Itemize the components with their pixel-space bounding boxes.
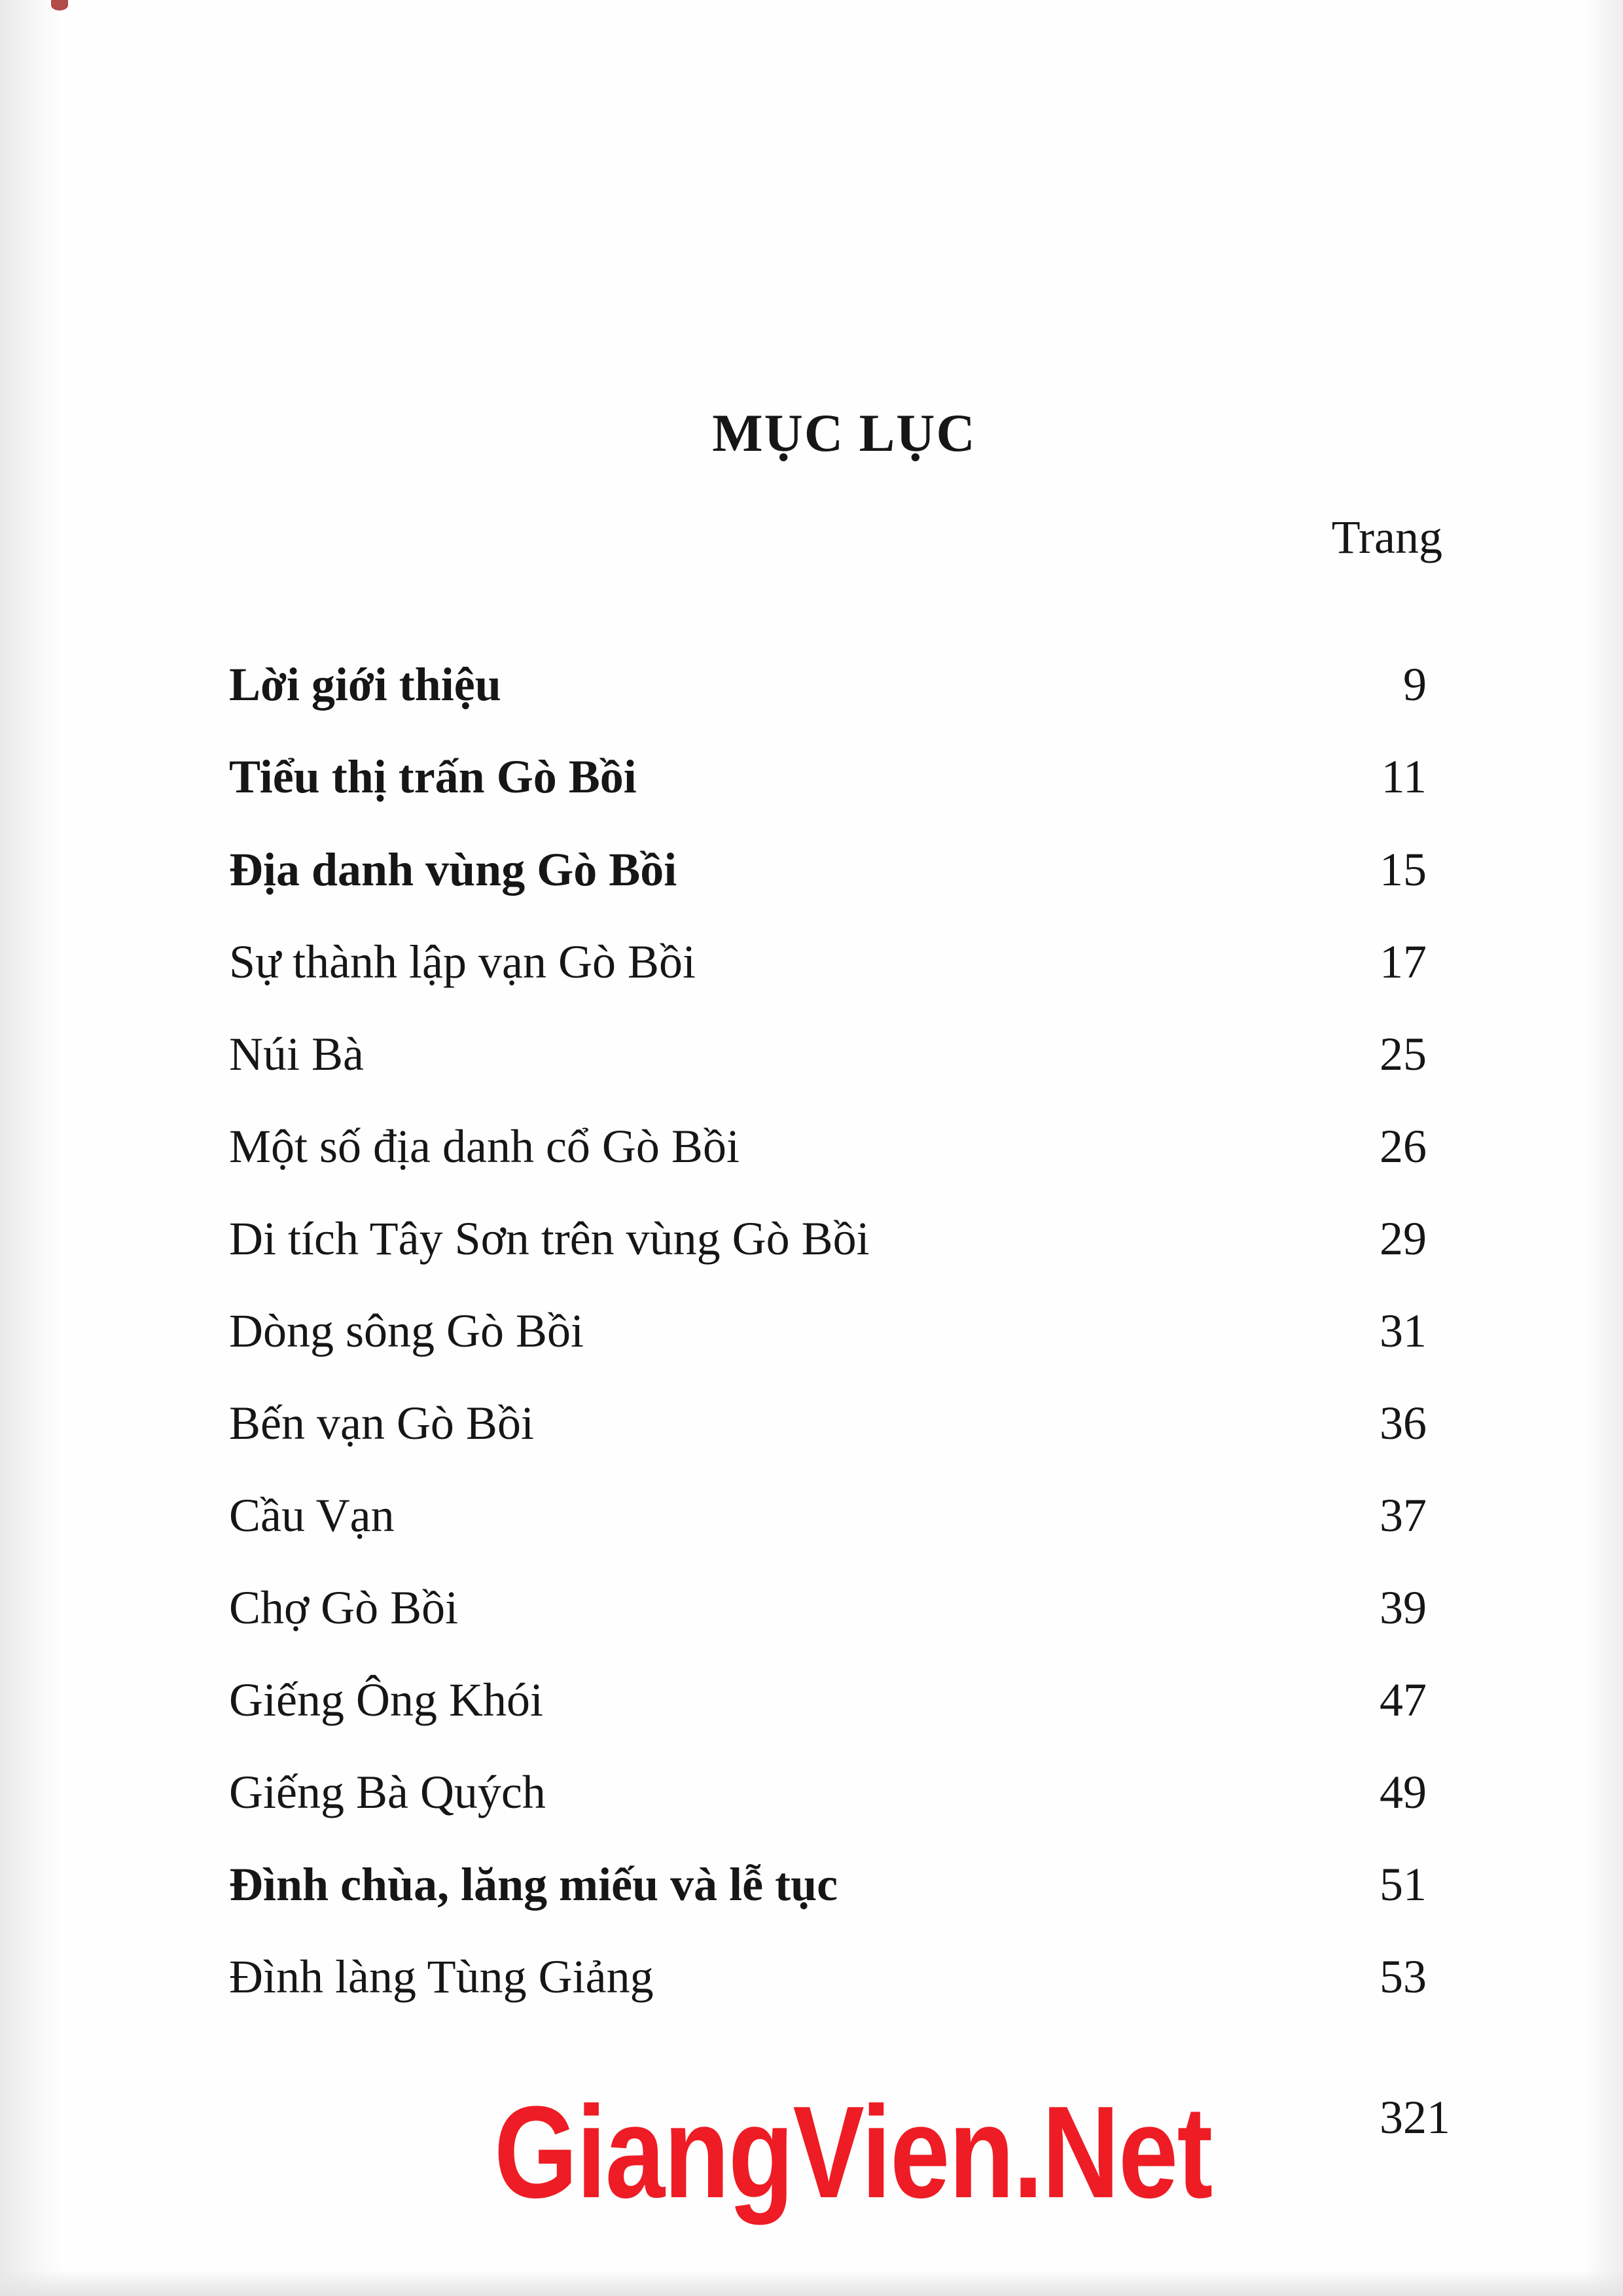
toc-entry-title: Di tích Tây Sơn trên vùng Gò Bồi xyxy=(229,1212,870,1265)
page-column-label: Trang xyxy=(1331,511,1442,563)
page-number: 321 xyxy=(1380,2091,1450,2144)
watermark-text: GiangVien.Net xyxy=(494,2079,1212,2225)
toc-entry-page: 26 xyxy=(1380,1120,1427,1173)
toc-entry-title: Đình làng Tùng Giảng xyxy=(229,1951,654,2003)
toc-entry-title: Dòng sông Gò Bồi xyxy=(229,1305,584,1357)
toc-entry xyxy=(229,1858,1427,1923)
toc-entry-page: 17 xyxy=(1380,936,1427,988)
toc-entry xyxy=(229,1581,1427,1646)
toc-entry-page: 9 xyxy=(1403,658,1427,711)
toc-entry xyxy=(229,1673,1427,1739)
toc-entry xyxy=(229,1304,1427,1369)
toc-entry-title: Sự thành lập vạn Gò Bồi xyxy=(229,936,696,988)
toc-entry-title: Lời giới thiệu xyxy=(229,658,501,711)
toc-entry-title: Cầu Vạn xyxy=(229,1489,395,1542)
toc-entry xyxy=(229,935,1427,1000)
toc-entry-page: 36 xyxy=(1380,1397,1427,1449)
toc-entry-page: 37 xyxy=(1380,1489,1427,1542)
toc-entry-page: 29 xyxy=(1380,1212,1427,1265)
page-edge-shadow-left xyxy=(0,0,62,2296)
toc-entry xyxy=(229,1765,1427,1831)
toc-entry-page: 47 xyxy=(1380,1674,1427,1726)
toc-entry-title: Giếng Ông Khói xyxy=(229,1674,543,1726)
toc-entry-title: Giếng Bà Quých xyxy=(229,1766,546,1818)
toc-entry xyxy=(229,1396,1427,1462)
toc-entry-page: 39 xyxy=(1380,1581,1427,1634)
toc-entry-page: 49 xyxy=(1380,1766,1427,1818)
toc-entry-title: Chợ Gò Bồi xyxy=(229,1581,459,1634)
toc-entry-page: 51 xyxy=(1380,1858,1427,1911)
toc-entry xyxy=(229,750,1427,815)
toc-entry-title: Một số địa danh cổ Gò Bồi xyxy=(229,1120,740,1173)
toc-entry xyxy=(229,1120,1427,1185)
toc-entry xyxy=(229,658,1427,723)
toc-entry xyxy=(229,843,1427,908)
corner-ink-mark xyxy=(51,0,68,10)
toc-entry-title: Bến vạn Gò Bồi xyxy=(229,1397,534,1449)
page-title: MỤC LỤC xyxy=(712,403,976,463)
toc-entry xyxy=(229,1489,1427,1554)
page-edge-shadow-bottom xyxy=(0,2270,1623,2296)
toc-entry-page: 15 xyxy=(1380,843,1427,896)
toc-entry-page: 53 xyxy=(1380,1951,1427,2003)
page-edge-shadow-right xyxy=(1584,0,1623,2296)
toc-entry-title: Núi Bà xyxy=(229,1028,364,1080)
toc-entry xyxy=(229,1950,1427,2015)
toc-entry xyxy=(229,1212,1427,1277)
toc-entry-page: 31 xyxy=(1380,1305,1427,1357)
toc-entry-page: 11 xyxy=(1381,751,1427,803)
toc-entry-title: Địa danh vùng Gò Bồi xyxy=(229,843,677,896)
toc-entry-page: 25 xyxy=(1380,1028,1427,1080)
toc-entry xyxy=(229,1027,1427,1093)
toc-entry-title: Tiểu thị trấn Gò Bồi xyxy=(229,751,637,803)
toc-entry-title: Đình chùa, lăng miếu và lễ tục xyxy=(229,1858,838,1911)
